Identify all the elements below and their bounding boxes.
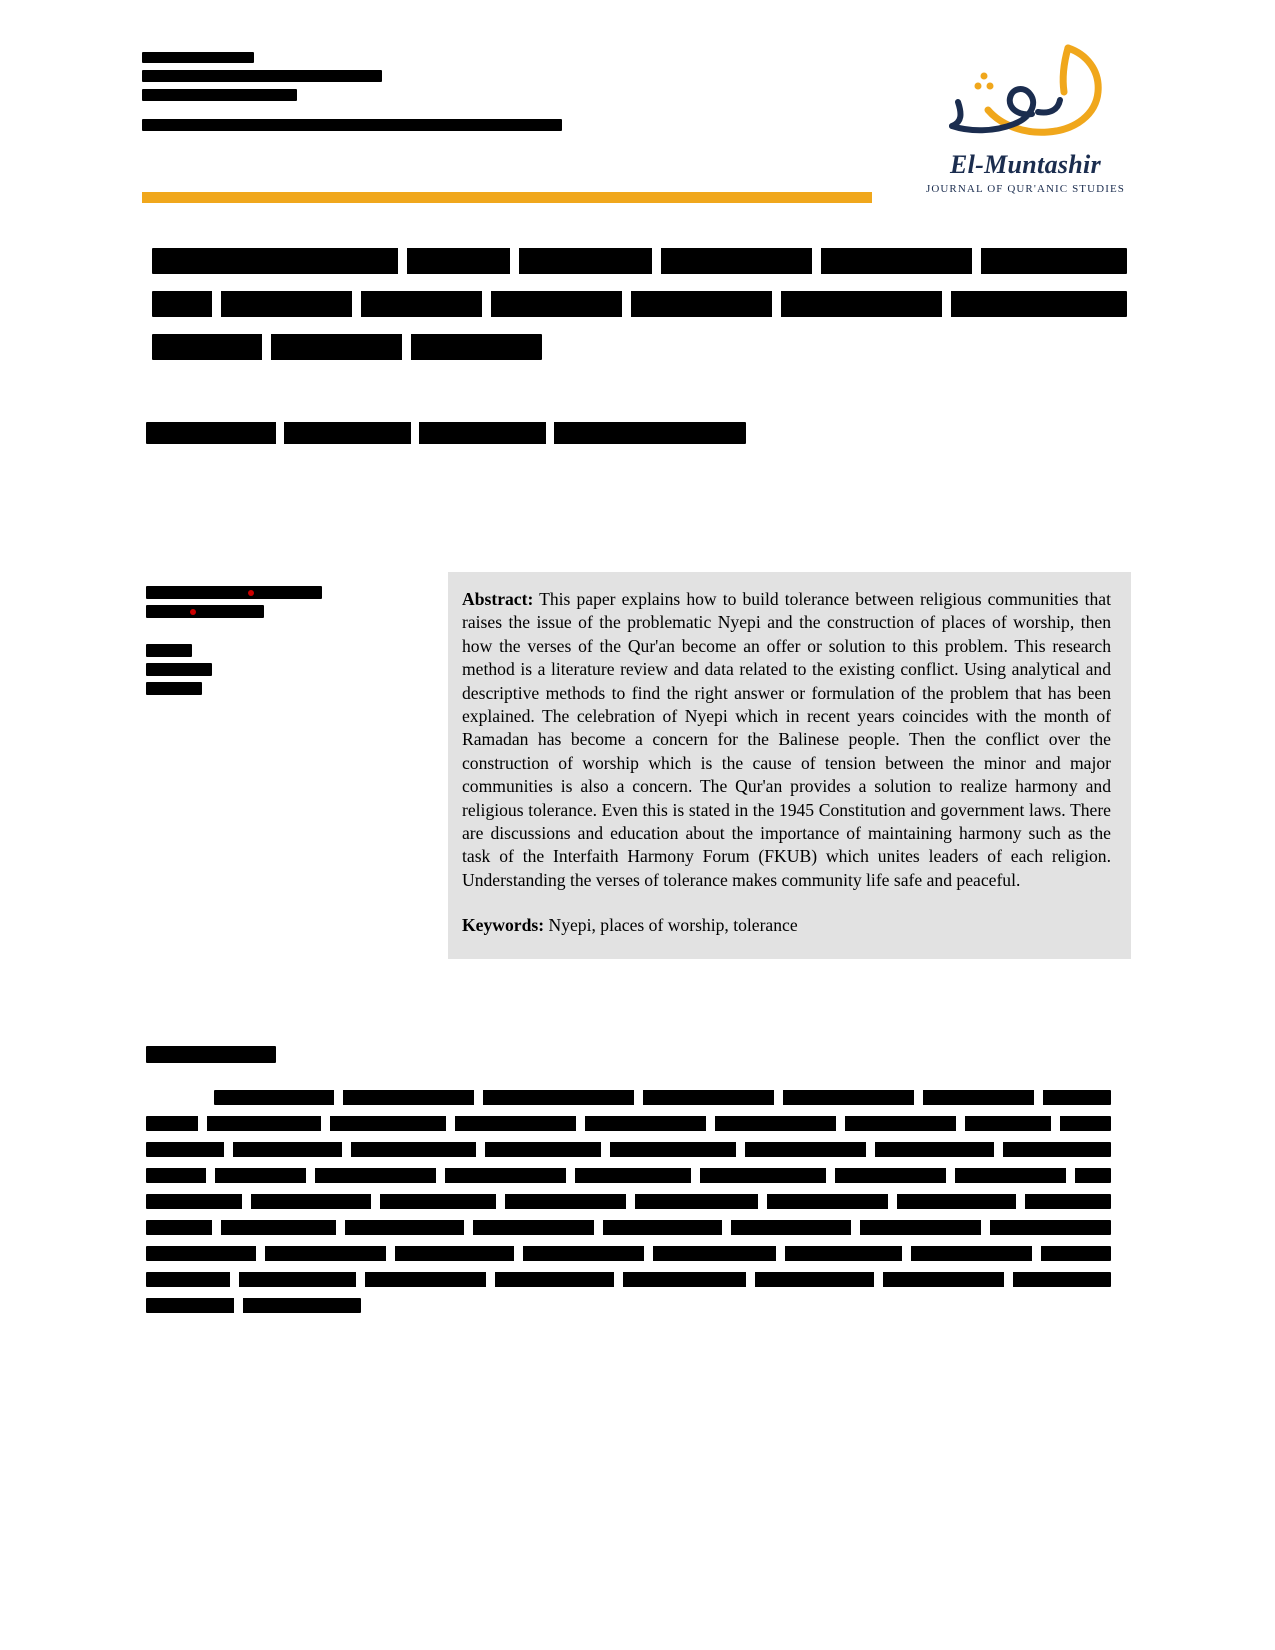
paper-title [152, 248, 1132, 377]
masthead-line-4 [142, 119, 562, 131]
keywords-label: Keywords: [462, 915, 545, 936]
masthead-line-3 [142, 89, 297, 101]
body-text [146, 1090, 1111, 1324]
metadata-dot [190, 609, 196, 615]
body-line [146, 1194, 1111, 1209]
metadata-dot [248, 590, 254, 596]
author-line [146, 422, 746, 444]
body-line [214, 1090, 1111, 1105]
journal-title: El-Muntashir [949, 150, 1101, 179]
keywords-value: Nyepi, places of worship, tolerance [548, 915, 798, 936]
body-line [146, 1298, 361, 1313]
body-line [146, 1246, 1111, 1261]
metadata-line [146, 586, 322, 599]
title-line [152, 334, 542, 360]
metadata-line [146, 663, 212, 676]
metadata-line [146, 605, 264, 618]
body-line [146, 1142, 1111, 1157]
body-line [146, 1272, 1111, 1287]
masthead-line-2 [142, 70, 382, 82]
journal-masthead [142, 52, 842, 138]
metadata-line [146, 682, 202, 695]
calligraphy-icon [918, 40, 1133, 148]
title-line [152, 248, 1127, 274]
abstract-box [448, 572, 1131, 959]
article-metadata [146, 586, 331, 701]
body-line [146, 1220, 1111, 1235]
body-line [146, 1116, 1111, 1131]
abstract-body: This paper explains how to build tolerance between religious communities that raises the issue of the problematic Nyepi and the construction of places of worship, then how the verses of the Qur'an become an offer or solution to this problem. This research method is a literature review and data related to the existing conflict. Using analytical and descriptive methods to find the right answer or formulation of the problem that has been explained. The celebration of Nyepi which in recent years coincides with the month of Ramadan has become a concern for the Balinese people. Then the conflict over the construction of worship which is the cause of tension between the minor and major communities is also a concern. The Qur'an provides a solution to realize harmony and religious tolerance. Even this is stated in the 1945 Constitution and government laws. There are discussions and education about the importance of maintaining harmony such as the task of the Interfaith Harmony Forum (FKUB) which unites leaders of each religion. Understanding the verses of tolerance makes community life safe and peaceful. [462, 589, 1111, 890]
metadata-line [146, 644, 192, 657]
abstract-paragraph [462, 588, 1111, 892]
title-line [152, 291, 1127, 317]
section-heading [146, 1046, 276, 1063]
journal-subtitle: JOURNAL OF QUR'ANIC STUDIES [925, 183, 1126, 195]
header-accent-rule [142, 192, 872, 203]
body-line [146, 1168, 1111, 1183]
keywords-line [462, 914, 1111, 937]
masthead-line-1 [142, 52, 254, 63]
author-list [146, 422, 746, 444]
journal-logo [918, 40, 1133, 195]
abstract-label: Abstract: [462, 589, 534, 609]
